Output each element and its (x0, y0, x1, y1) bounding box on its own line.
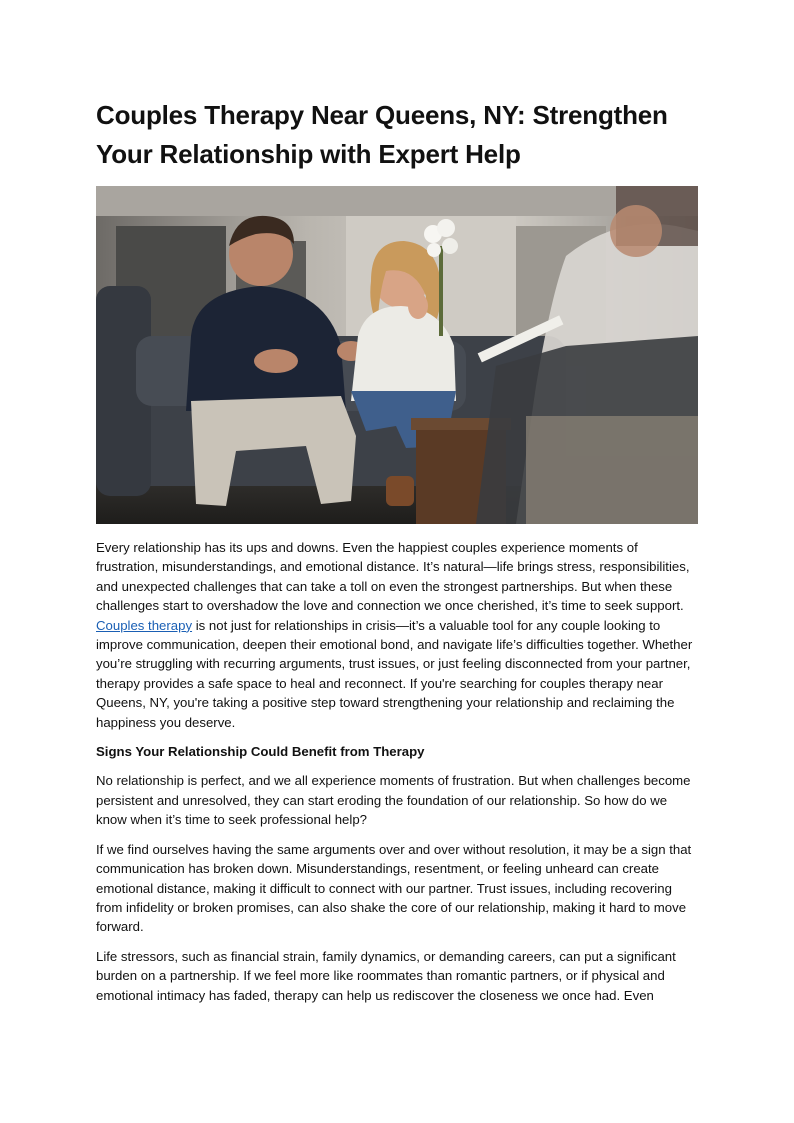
title-line-1: Couples Therapy Near Queens, NY: Strengthen (96, 100, 668, 130)
paragraph-1: No relationship is perfect, and we all experience moments of frustration. But when challenges become persistent and unresolved, they can start eroding the foundation of our relationship. So how do we know when it’s time to seek professional help? (96, 773, 691, 828)
paragraph-2: If we find ourselves having the same arguments over and over without resolution, it may be a sign that communication has broken down. Misunderstandings, resentment, or feeling unheard can create emotional distance, making it difficult to connect with our partner. Trust issues, including recovering from infidelity or broken promises, can also shake the core of our relationship, making it hard to move forward. (96, 841, 692, 935)
couples-therapy-link[interactable]: Couples therapy (96, 617, 193, 633)
therapy-session-photo (96, 186, 698, 524)
article-title (96, 96, 700, 174)
article-body (96, 538, 700, 1005)
paragraph-3: Life stressors, such as financial strain, family dynamics, or demanding careers, can put a significant burden on a partnership. If we feel more like roommates than romantic partners, or if physical and emotional intimacy has faded, therapy can help us rediscover the closeness we once had. Even (96, 948, 676, 1003)
document-page (96, 96, 700, 1015)
intro-text-before-link: Every relationship has its ups and downs. Even the happiest couples experience moments of frustration, misunderstandings, and emotional distance. It’s natural—life brings stress, responsibilities, and unexpected challenges that can take a toll on even the strongest partnerships. But when these challenges start to overshadow the love and connection we once cherished, it’s time to seek support. (96, 540, 690, 614)
intro-text-after-link: is not just for relationships in crisis—it’s a valuable tool for any couple looking to improve communication, deepen their emotional bond, and navigate life’s difficulties together. Whether you’re struggling with recurring arguments, trust issues, or just feeling disconnected from your partner, therapy provides a safe space to heal and reconnect. If you're searching for couples therapy near Queens, NY, you're taking a positive step toward strengthening your relationship and reclaiming the happiness you deserve. (96, 617, 693, 730)
section-heading: Signs Your Relationship Could Benefit from Therapy (96, 744, 425, 760)
title-line-2: Your Relationship with Expert Help (96, 139, 521, 169)
intro-paragraph (96, 538, 700, 732)
